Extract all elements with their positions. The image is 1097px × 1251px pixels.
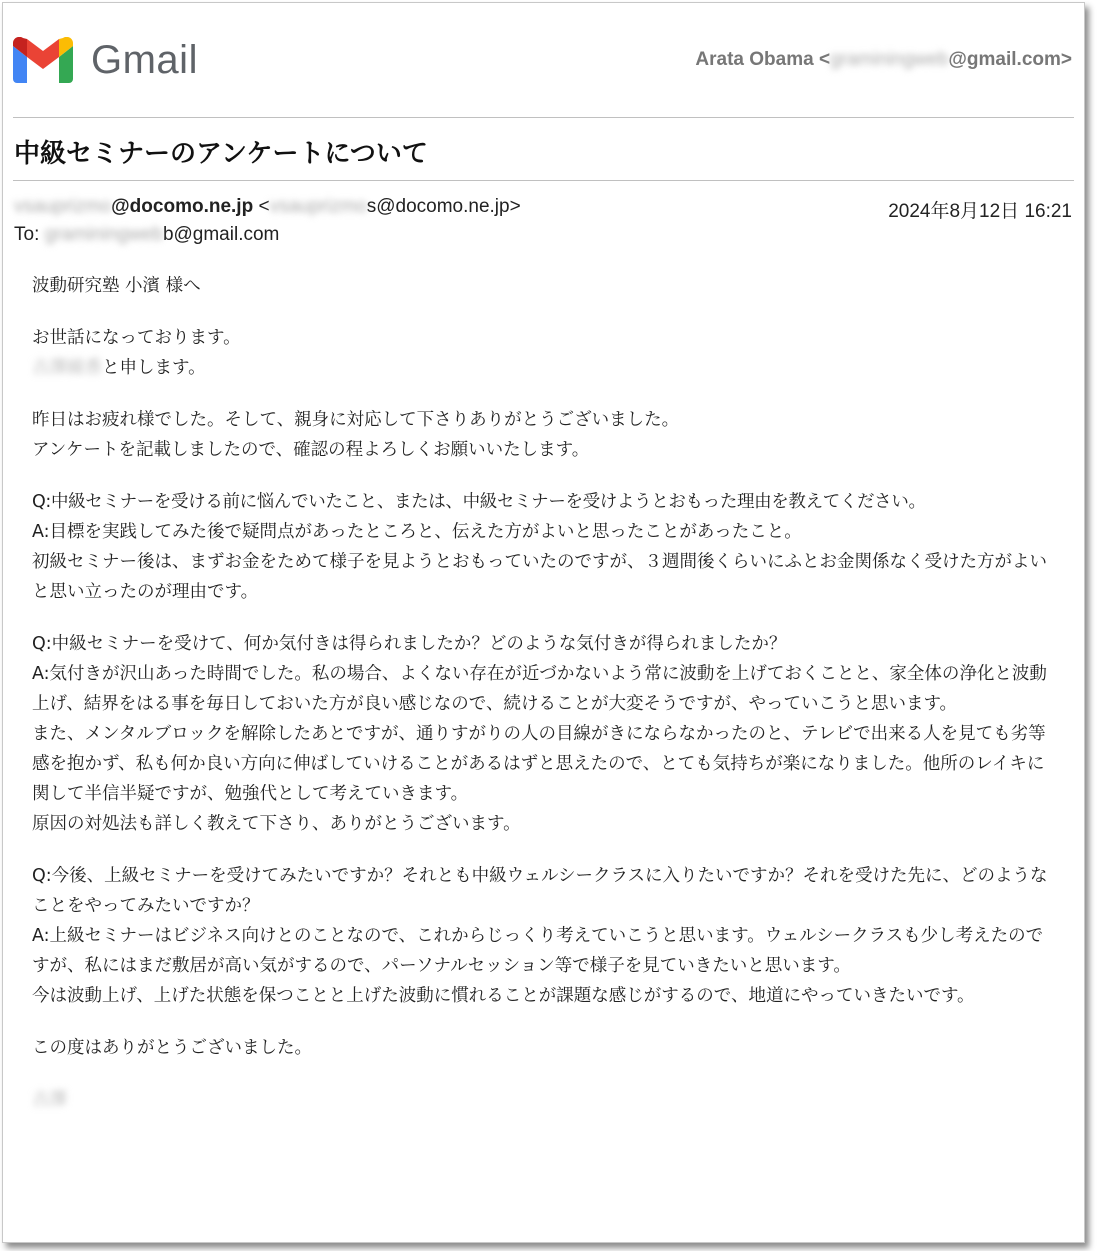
account-info <box>695 49 1072 71</box>
sender-domain: @docomo.ne.jp <box>111 196 254 217</box>
answer-1-detail: 初級セミナー後は、まずお金をためて様子を見ようとおもっていたのですが、３週間後くらいにふとお金関係なく受けた方がよいと思い立ったのが理由です。 <box>32 552 1047 602</box>
to-label: To: <box>14 224 40 245</box>
account-email-close: > <box>1060 49 1072 70</box>
email-body <box>32 271 1056 1137</box>
answer-3: A:上級セミナーはビジネス向けとのことなので、これからじっくり考えていこうと思います。ウェルシークラスも少し考えたのですが、私にはまだ敷居が高い気がするので、パーソナルセッション等で様子を見ていきたいと思います。 <box>32 926 1044 976</box>
answer-2-thanks: 原因の対処法も詳しく教えて下さり、ありがとうございます。 <box>32 814 521 834</box>
question-2-block <box>32 629 1056 839</box>
print-header <box>13 33 1074 93</box>
gmail-wordmark: Gmail <box>91 37 198 82</box>
name-redacted: 古澤綾香 <box>32 358 102 378</box>
answer-3-detail: 今は波動上げ、上げた状態を保つことと上げた波動に慣れることが課題な感じがするので、地道にやっていきたいです。 <box>32 986 975 1006</box>
question-1: Q:中級セミナーを受ける前に悩んでいたこと、または、中級セミナーを受けようとおもった理由を教えてください。 <box>32 492 926 512</box>
subject-divider <box>13 180 1074 181</box>
sender-redacted: vsauprizmo <box>14 196 112 217</box>
question-3-block <box>32 861 1056 1011</box>
gmail-m-icon <box>13 37 73 83</box>
header-divider <box>13 117 1074 118</box>
greeting: 波動研究塾 小濱 様へ <box>32 276 201 296</box>
thanks-paragraph: 昨日はお疲れ様でした。そして、親身に対応して下さりありがとうございました。 アンケートを記載しましたので、確認の程よろしくお願いいたします。 <box>32 410 680 460</box>
introduction: お世話になっております。 古澤綾香と申します。 <box>32 323 1056 383</box>
closing: この度はありがとうございました。 <box>32 1038 312 1058</box>
email-subject: 中級セミナーのアンケートについて <box>14 139 428 169</box>
sender-addr-open: < <box>258 196 270 217</box>
recipient-domain: b@gmail.com <box>162 224 280 245</box>
account-email-open: < <box>818 49 831 70</box>
answer-1: A:目標を実践してみた後で疑問点があったところと、伝えた方がよいと思ったことがあったこと。 <box>32 522 802 542</box>
account-name: Arata Obama <box>695 49 814 70</box>
sender-addr-redacted: vsauprizmo <box>269 196 367 217</box>
account-email-domain: @gmail.com <box>948 49 1061 70</box>
gmail-logo <box>13 37 198 83</box>
recipient-redacted: graminingweb <box>44 224 163 245</box>
signature-redacted: 古澤 <box>32 1090 67 1110</box>
answer-2: A:気付きが沢山あった時間でした。私の場合、よくない存在が近づかないよう常に波動を上げておくことと、家全体の浄化と波動上げ、結界をはる事を毎日しておいた方が良い感じなので、続けることが大変そうですが、やっていこうと思います。 <box>32 664 1047 714</box>
email-date: 2024年8月12日 16:21 <box>888 201 1072 222</box>
sender-addr-domain: s@docomo.ne.jp> <box>366 196 521 217</box>
from-line <box>14 196 1072 222</box>
question-2: Q:中級セミナーを受けて、何か気付きは得られましたか？どのような気付きが得られましたか？ <box>32 634 787 654</box>
to-line <box>14 224 279 246</box>
question-3: Q:今後、上級セミナーを受けてみたいですか？それとも中級ウェルシークラスに入りたいですか？それを受けた先に、どのようなことをやってみたいですか？ <box>32 866 1048 916</box>
email-print-frame <box>2 2 1085 1243</box>
answer-2-detail: また、メンタルブロックを解除したあとですが、通りすがりの人の目線がきにならなかったのと、テレビで出来る人を見ても劣等感を抱かず、私も何か良い方向に伸ばしていけることがあるはずと思えたので、とても気持ちが楽になりました。他所のレイキに関して半信半疑ですが、勉強代として考えていきます。 <box>32 724 1046 804</box>
question-1-block <box>32 487 1056 607</box>
signature <box>32 1085 1056 1115</box>
sender-address <box>14 196 253 217</box>
account-email-redacted: graminingweb <box>830 49 949 70</box>
